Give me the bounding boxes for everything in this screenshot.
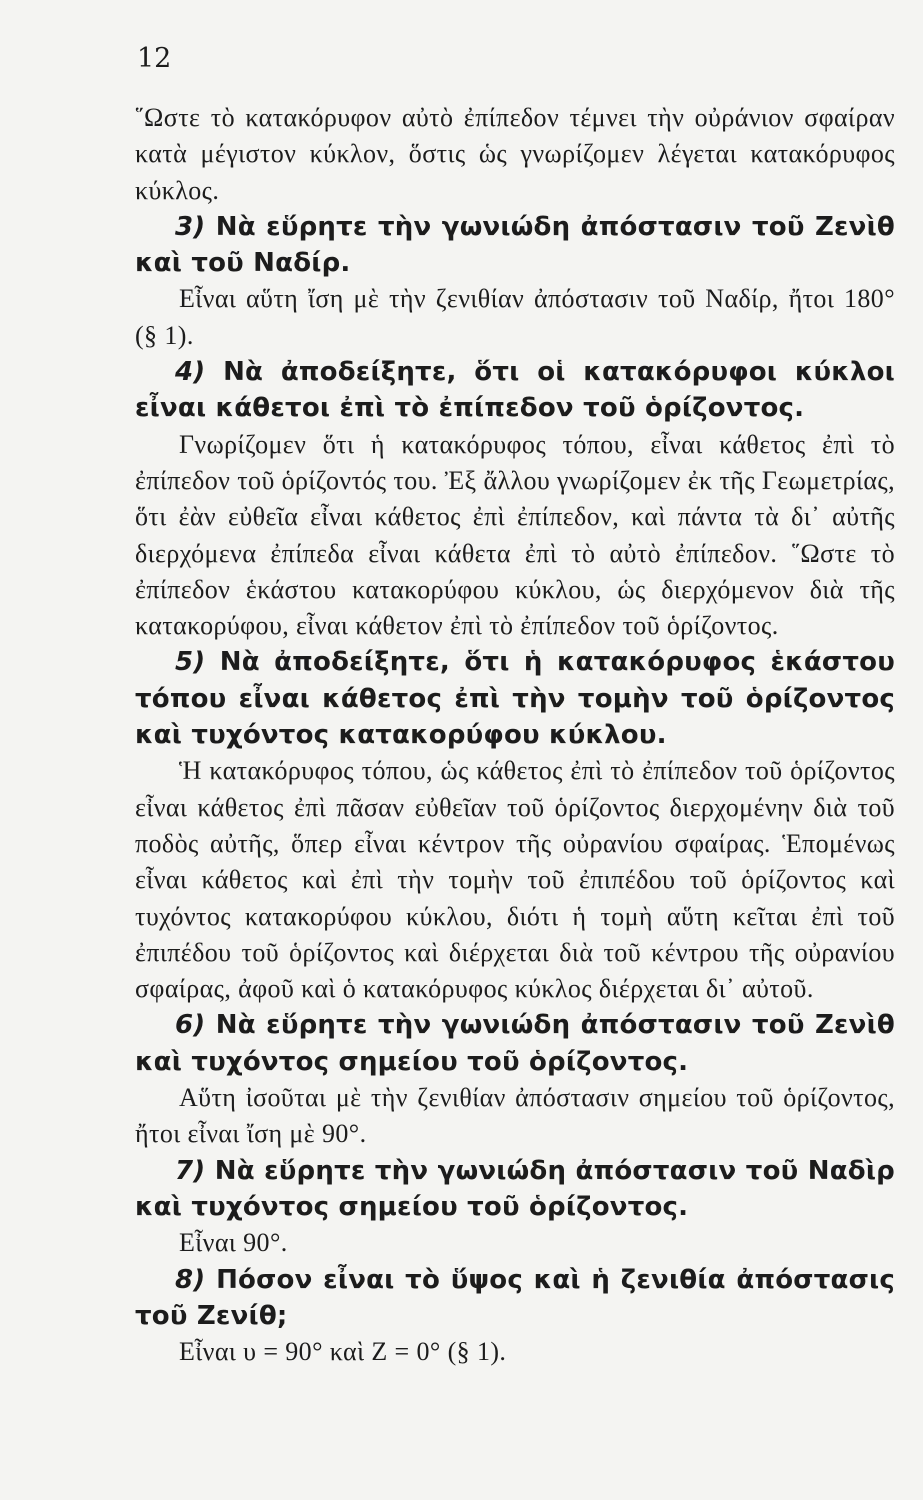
problem-number: 7): [175, 1155, 206, 1186]
problem-number: 5): [175, 647, 206, 678]
body-paragraph: Ἡ κατακόρυφος τόπου, ὡς κάθετος ἐπὶ τὸ ἐπίπεδον τοῦ ὁρίζοντος εἶναι κάθετος ἐπὶ πᾶσαν εὐθεῖαν τοῦ ὁρίζοντος διερχομένην διὰ τοῦ ποδὸς αὐτῆς, ὅπερ εἶναι κέντρον τῆς οὐρανίου σφαίρας. Ἑπομένως εἶναι κάθετος καὶ ἐπὶ τὴν τομὴν τοῦ ἐπιπέδου τοῦ ὁρίζοντος καὶ τυχόντος κατακορύφου κύκλου, διότι ἡ τομὴ αὕτη κεῖται ἐπὶ τοῦ ἐπιπέδου τοῦ ὁρίζοντος καὶ διέρχεται διὰ τοῦ κέντρου τῆς οὐρανίου σφαίρας, ἀφοῦ καὶ ὁ κατακόρυφος κύκλος διέρχεται δι᾽ αὐτοῦ.: [135, 756, 895, 1004]
problem-number: 8): [175, 1264, 206, 1295]
problem-heading-text: Νὰ εὕρητε τὴν γωνιώδη ἀπόστασιν τοῦ Ναδὶρ καὶ τυχόντος σημείου τοῦ ὁρίζοντος.: [135, 1155, 895, 1222]
problem-heading-text: Νὰ εὕρητε τὴν γωνιώδη ἀπόστασιν τοῦ Ζενὶθ καὶ τυχόντος σημείου τοῦ ὁρίζοντος.: [135, 1010, 895, 1077]
problem-heading: [135, 1262, 895, 1335]
body-paragraph: Εἶναι υ = 90° καὶ Ζ = 0° (§ 1).: [179, 1337, 507, 1367]
problem-heading: [135, 354, 895, 427]
problem-heading: [135, 209, 895, 282]
problem-heading-text: Πόσον εἶναι τὸ ὕψος καὶ ἡ ζενιθία ἀπόστασις τοῦ Ζενίθ;: [135, 1264, 895, 1331]
problem-heading-text: Νὰ ἀποδείξητε, ὅτι οἱ κατακόρυφοι κύκλοι εἶναι κάθετοι ἐπὶ τὸ ἐπίπεδον τοῦ ὁρίζοντος.: [135, 357, 895, 424]
problem-number: 6): [175, 1010, 206, 1041]
page-body: [135, 100, 895, 1370]
problem-heading: [135, 644, 895, 753]
body-paragraph: Γνωρίζομεν ὅτι ἡ κατακόρυφος τόπου, εἶναι κάθετος ἐπὶ τὸ ἐπίπεδον τοῦ ὁρίζοντός του. Ἐξ ἄλλου γνωρίζομεν ἐκ τῆς Γεωμετρίας, ὅτι ἐὰν εὐθεῖα εἶναι κάθετος ἐπὶ ἐπίπεδον, καὶ πάντα τὰ δι᾽ αὐτῆς διερχόμενα ἐπίπεδα εἶναι κάθετα ἐπὶ τὸ αὐτὸ ἐπίπεδον. ῞Ωστε τὸ ἐπίπεδον ἑκάστου κατακορύφου κύκλου, ὡς διερχόμενον διὰ τῆς κατακορύφου, εἶναι κάθετον ἐπὶ τὸ ἐπίπεδον τοῦ ὁρίζοντος.: [135, 429, 896, 641]
problem-number: 3): [175, 211, 206, 242]
problem-number: 4): [175, 357, 206, 388]
problem-heading-text: Νὰ ἀποδείξητε, ὅτι ἡ κατακόρυφος ἑκάστου τόπου εἶναι κάθετος ἐπὶ τὴν τομὴν τοῦ ὁρίζοντος καὶ τυχόντος κατακορύφου κύκλου.: [135, 647, 895, 751]
problem-heading-text: Νὰ εὕρητε τὴν γωνιώδη ἀπόστασιν τοῦ Ζενὶθ καὶ τοῦ Ναδίρ.: [135, 211, 895, 279]
problem-heading: [135, 1007, 895, 1080]
page-number: 12: [137, 43, 172, 74]
body-paragraph: Εἶναι αὕτη ἴση μὲ τὴν ζενιθίαν ἀπόστασιν τοῦ Ναδίρ, ἤτοι 180° (§ 1).: [135, 284, 895, 350]
body-paragraph: Εἶναι 90°.: [179, 1228, 288, 1258]
body-paragraph: ῞Ωστε τὸ κατακόρυφον αὐτὸ ἐπίπεδον τέμνει τὴν οὐράνιον σφαίραν κατὰ μέγιστον κύκλον, ὅστις ὡς γνωρίζομεν λέγεται κατακόρυφος κύκλος.: [135, 103, 895, 205]
body-paragraph: Αὕτη ἰσοῦται μὲ τὴν ζενιθίαν ἀπόστασιν σημείου τοῦ ὁρίζοντος, ἤτοι εἶναι ἴση μὲ 90°.: [135, 1083, 895, 1149]
problem-heading: [135, 1153, 895, 1226]
document-page: [135, 40, 895, 1370]
